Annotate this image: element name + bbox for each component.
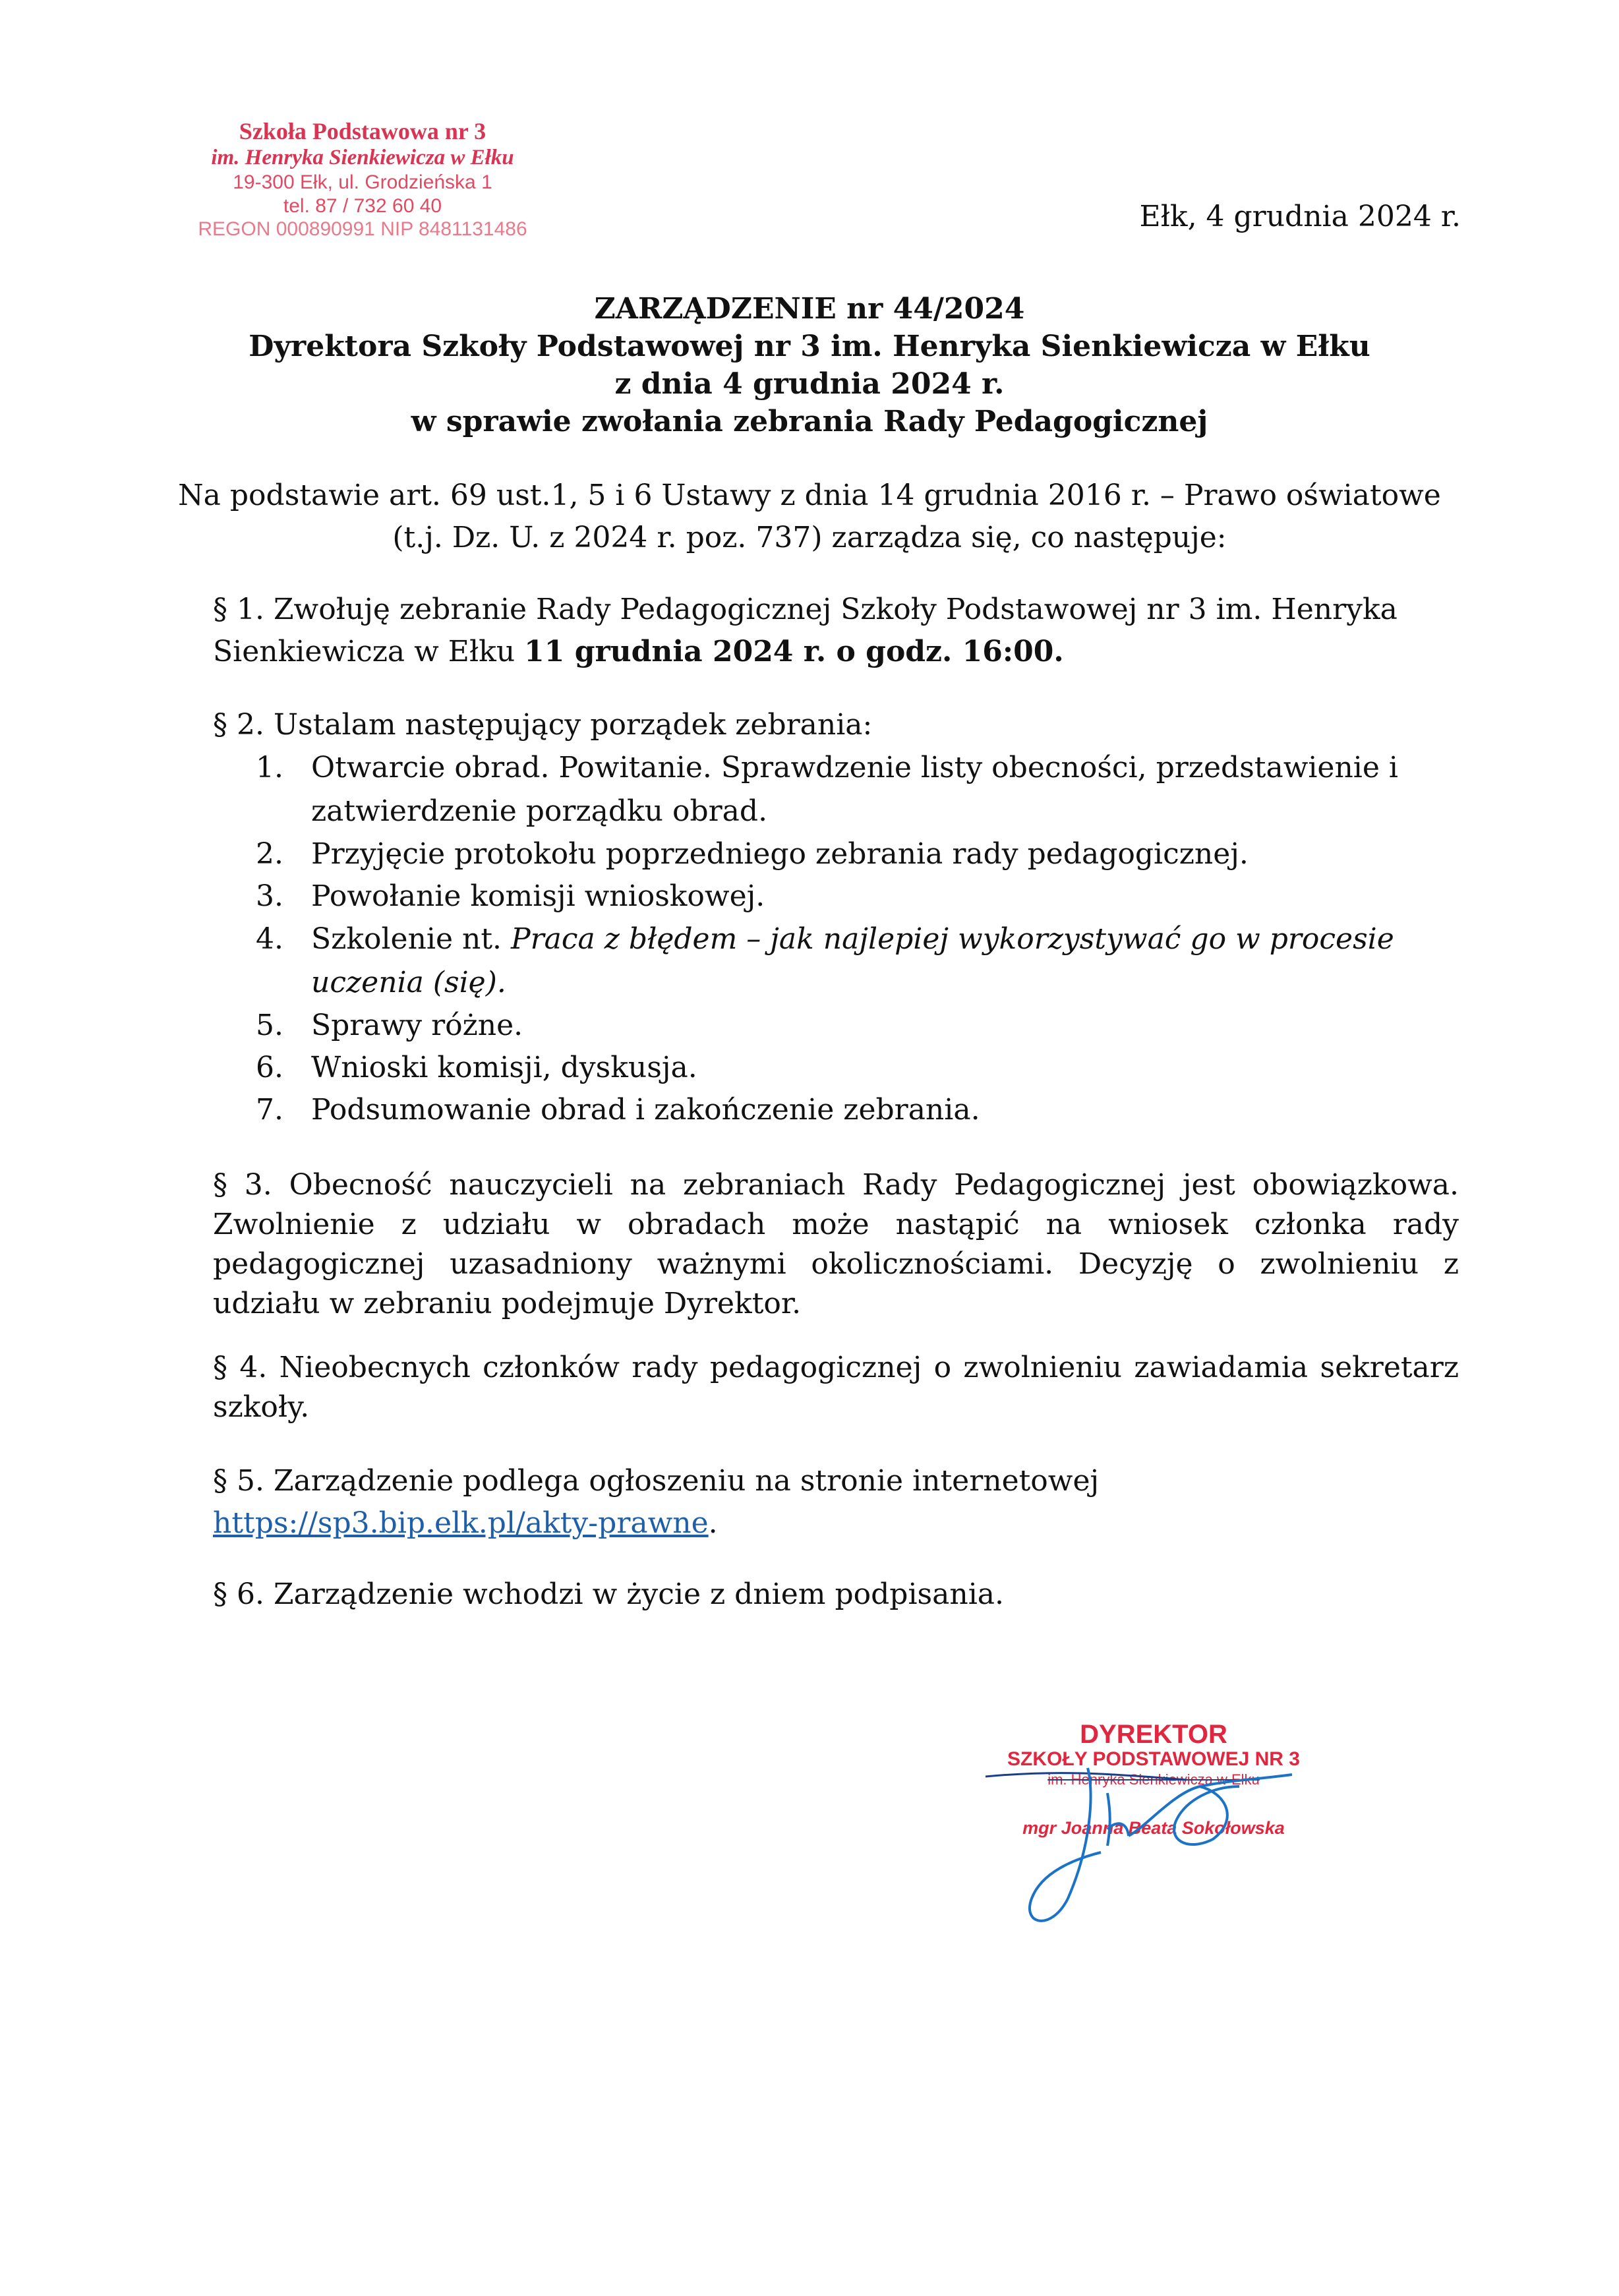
section-1 [213, 589, 1465, 673]
stamp-school-name: Szkoła Podstawowa nr 3 [239, 118, 486, 144]
school-stamp [132, 117, 593, 241]
agenda-item: 7. Podsumowanie obrad i zakończenie zebrania. [256, 1093, 980, 1127]
document-date: Ełk, 4 grudnia 2024 r. [1139, 200, 1461, 233]
document-title [132, 290, 1487, 440]
agenda-item: 2. Przyjęcie protokołu poprzedniego zebrania rady pedagogicznej. [256, 837, 1249, 871]
agenda-item: 4. Szkolenie nt. Praca z błędem – jak najlepiej wykorzystywać go w procesie uczenia (się). [256, 922, 1394, 999]
legal-basis-line-1: Na podstawie art. 69 ust.1, 5 i 6 Ustawy z dnia 14 grudnia 2016 r. – Prawo oświatowe [178, 479, 1441, 512]
agenda-list [237, 746, 1463, 1131]
handwritten-signature-icon [976, 1767, 1318, 1938]
section-4: § 4. Nieobecnych członków rady pedagogicznej o zwolnieniu zawiadamia sekretarz szkoły. [213, 1351, 1459, 1424]
title-ordinance-number: ZARZĄDZENIE nr 44/2024 [594, 292, 1025, 326]
stamp-phone: tel. 87 / 732 60 40 [283, 194, 442, 217]
legal-basis-line-2: (t.j. Dz. U. z 2024 r. poz. 737) zarządza się, co następuje: [392, 521, 1227, 554]
training-topic: Praca z błędem – jak najlepiej wykorzystywać go w procesie uczenia (się). [311, 922, 1394, 999]
title-issuer: Dyrektora Szkoły Podstawowej nr 3 im. Henryka Sienkiewicza w Ełku [249, 330, 1370, 363]
stamp-patron: im. Henryka Sienkiewicza w Ełku [211, 146, 514, 170]
director-name: mgr Joanna Beata Sokołowska [1022, 1818, 1285, 1838]
legal-basis [132, 475, 1487, 559]
stamp-regon-nip: REGON 000890991 NIP 8481131486 [198, 218, 527, 241]
bip-link[interactable]: https://sp3.bip.elk.pl/akty-prawne [213, 1506, 709, 1540]
agenda-item: 3. Powołanie komisji wnioskowej. [256, 879, 765, 913]
title-date: z dnia 4 grudnia 2024 r. [614, 367, 1005, 401]
section-5-text: § 5. Zarządzenie podlega ogłoszeniu na stronie internetowej [213, 1464, 1100, 1498]
section-2-intro: § 2. Ustalam następujący porządek zebrania: [213, 708, 873, 742]
section-6: § 6. Zarządzenie wchodzi w życie z dniem podpisania. [213, 1577, 1004, 1611]
title-subject: w sprawie zwołania zebrania Rady Pedagogicznej [411, 405, 1208, 438]
agenda-item: 6. Wnioski komisji, dyskusja. [256, 1051, 697, 1084]
stamp-address: 19-300 Ełk, ul. Grodzieńska 1 [233, 171, 492, 194]
director-title: DYREKTOR [1080, 1720, 1227, 1749]
director-school: SZKOŁY PODSTAWOWEJ NR 3 [1007, 1748, 1300, 1770]
director-patron: im. Henryka Sienkiewicza w Ełku [1047, 1771, 1260, 1788]
section-5: § 5. Zarządzenie podlega ogłoszeniu na stronie internetowej https://sp3.bip.elk.pl/akty-prawne. [213, 1460, 1459, 1545]
section-3: § 3. Obecność nauczycieli na zebraniach Rady Pedagogicznej jest obowiązkowa. Zwolnienie z udziału w obradach może nastąpić na wniosek członka rady pedagogicznej uzasadniony ważnymi okolicznościami. Decyzję o zwolnieniu z udziału w zebraniu podejmuje Dyrektor. [213, 1168, 1459, 1320]
section-1-meeting-datetime: 11 grudnia 2024 r. o godz. 16:00. [524, 635, 1064, 668]
agenda-item: 1. Otwarcie obrad. Powitanie. Sprawdzenie listy obecności, przedstawienie i zatwierdzenie porządku obrad. [256, 751, 1398, 828]
agenda-item: 5. Sprawy różne. [256, 1009, 523, 1042]
section-1-text: § 1. Zwołuję zebranie Rady Pedagogicznej Szkoły Podstawowej nr 3 im. Henryka Sienkiewicza w Ełku [213, 593, 1398, 668]
